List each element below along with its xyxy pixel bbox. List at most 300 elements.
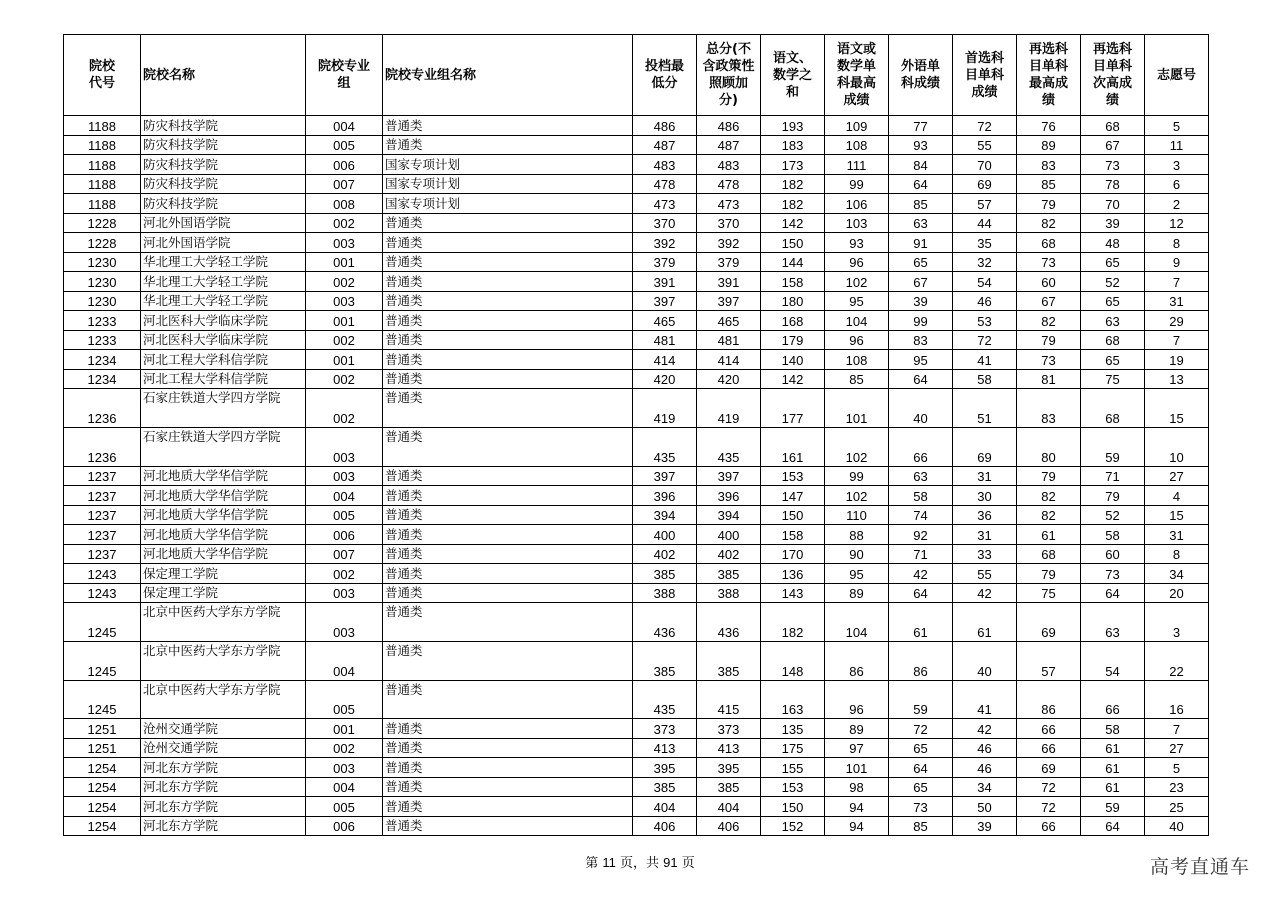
table-row bbox=[64, 213, 1209, 233]
header-label: 志愿号 bbox=[1156, 67, 1196, 83]
cell-school-name: 河北医科大学临床学院 bbox=[141, 330, 306, 350]
table-row bbox=[64, 116, 1209, 136]
cell-foreign-language-score: 65 bbox=[889, 777, 953, 797]
cell-group-name: 普通类 bbox=[383, 603, 633, 642]
cell-first-subject-score: 36 bbox=[953, 505, 1017, 525]
cell-total-score: 419 bbox=[697, 389, 761, 428]
cell-school-name: 北京中医药大学东方学院 bbox=[141, 603, 306, 642]
cell-group-name: 国家专项计划 bbox=[383, 194, 633, 214]
header-label: 院校名称 bbox=[143, 67, 196, 83]
cell-reselect-second-score: 75 bbox=[1081, 369, 1145, 389]
header-label: 语文或数学单科最高成绩 bbox=[836, 42, 876, 108]
cell-reselect-second-score: 78 bbox=[1081, 174, 1145, 194]
cell-preference-number: 22 bbox=[1145, 641, 1209, 680]
cell-total-score: 402 bbox=[697, 544, 761, 564]
cell-first-subject-score: 69 bbox=[953, 427, 1017, 466]
cell-min-score: 385 bbox=[633, 777, 697, 797]
cell-group-code: 001 bbox=[306, 719, 383, 739]
cell-school-code: 1188 bbox=[64, 155, 141, 175]
cell-foreign-language-score: 59 bbox=[889, 680, 953, 719]
cell-first-subject-score: 42 bbox=[953, 719, 1017, 739]
cell-foreign-language-score: 42 bbox=[889, 564, 953, 584]
cell-reselect-second-score: 73 bbox=[1081, 564, 1145, 584]
cell-reselect-max-score: 82 bbox=[1017, 486, 1081, 506]
cell-group-code: 002 bbox=[306, 213, 383, 233]
cell-total-score: 400 bbox=[697, 525, 761, 545]
cell-preference-number: 11 bbox=[1145, 135, 1209, 155]
cell-min-score: 379 bbox=[633, 252, 697, 272]
cell-reselect-max-score: 82 bbox=[1017, 505, 1081, 525]
cell-reselect-second-score: 68 bbox=[1081, 116, 1145, 136]
table-row bbox=[64, 680, 1209, 719]
cell-reselect-second-score: 68 bbox=[1081, 389, 1145, 428]
cell-chinese-math-sum: 142 bbox=[761, 213, 825, 233]
cell-group-name: 普通类 bbox=[383, 505, 633, 525]
cell-reselect-max-score: 66 bbox=[1017, 719, 1081, 739]
cell-reselect-second-score: 64 bbox=[1081, 583, 1145, 603]
cell-chinese-math-max: 85 bbox=[825, 369, 889, 389]
cell-chinese-math-max: 108 bbox=[825, 350, 889, 370]
cell-preference-number: 40 bbox=[1145, 816, 1209, 836]
cell-total-score: 373 bbox=[697, 719, 761, 739]
cell-school-code: 1245 bbox=[64, 680, 141, 719]
cell-school-name: 沧州交通学院 bbox=[141, 738, 306, 758]
cell-school-code: 1254 bbox=[64, 797, 141, 817]
cell-reselect-max-score: 72 bbox=[1017, 797, 1081, 817]
table-body bbox=[64, 116, 1209, 836]
cell-school-code: 1236 bbox=[64, 389, 141, 428]
cell-school-name: 防灾科技学院 bbox=[141, 155, 306, 175]
cell-group-name: 国家专项计划 bbox=[383, 174, 633, 194]
cell-foreign-language-score: 64 bbox=[889, 174, 953, 194]
cell-preference-number: 23 bbox=[1145, 777, 1209, 797]
header-label: 院校专业组 bbox=[317, 59, 370, 91]
cell-group-name: 国家专项计划 bbox=[383, 155, 633, 175]
cell-group-name: 普通类 bbox=[383, 719, 633, 739]
cell-group-code: 004 bbox=[306, 641, 383, 680]
cell-first-subject-score: 70 bbox=[953, 155, 1017, 175]
cell-group-name: 普通类 bbox=[383, 564, 633, 584]
cell-first-subject-score: 35 bbox=[953, 233, 1017, 253]
cell-school-name: 河北地质大学华信学院 bbox=[141, 505, 306, 525]
cell-total-score: 397 bbox=[697, 291, 761, 311]
table-row bbox=[64, 427, 1209, 466]
cell-chinese-math-max: 88 bbox=[825, 525, 889, 545]
table-row bbox=[64, 272, 1209, 292]
cell-school-code: 1230 bbox=[64, 252, 141, 272]
cell-total-score: 414 bbox=[697, 350, 761, 370]
cell-first-subject-score: 34 bbox=[953, 777, 1017, 797]
cell-school-name: 沧州交通学院 bbox=[141, 719, 306, 739]
cell-chinese-math-sum: 150 bbox=[761, 505, 825, 525]
cell-chinese-math-sum: 182 bbox=[761, 174, 825, 194]
cell-reselect-max-score: 79 bbox=[1017, 564, 1081, 584]
cell-min-score: 388 bbox=[633, 583, 697, 603]
cell-foreign-language-score: 67 bbox=[889, 272, 953, 292]
cell-total-score: 395 bbox=[697, 758, 761, 778]
cell-school-code: 1237 bbox=[64, 525, 141, 545]
cell-reselect-max-score: 82 bbox=[1017, 311, 1081, 331]
cell-total-score: 406 bbox=[697, 816, 761, 836]
cell-group-code: 005 bbox=[306, 135, 383, 155]
cell-min-score: 404 bbox=[633, 797, 697, 817]
cell-chinese-math-max: 89 bbox=[825, 583, 889, 603]
cell-preference-number: 31 bbox=[1145, 525, 1209, 545]
cell-school-name: 河北地质大学华信学院 bbox=[141, 466, 306, 486]
table-row bbox=[64, 641, 1209, 680]
cell-school-code: 1245 bbox=[64, 641, 141, 680]
table-row bbox=[64, 719, 1209, 739]
cell-school-code: 1243 bbox=[64, 583, 141, 603]
table-row bbox=[64, 564, 1209, 584]
cell-school-code: 1237 bbox=[64, 544, 141, 564]
cell-group-name: 普通类 bbox=[383, 233, 633, 253]
cell-min-score: 395 bbox=[633, 758, 697, 778]
cell-chinese-math-max: 95 bbox=[825, 564, 889, 584]
cell-reselect-max-score: 89 bbox=[1017, 135, 1081, 155]
cell-chinese-math-sum: 150 bbox=[761, 797, 825, 817]
cell-reselect-max-score: 85 bbox=[1017, 174, 1081, 194]
cell-total-score: 481 bbox=[697, 330, 761, 350]
footer-page-number: 11 bbox=[602, 855, 616, 870]
cell-reselect-max-score: 68 bbox=[1017, 233, 1081, 253]
cell-reselect-max-score: 72 bbox=[1017, 777, 1081, 797]
cell-school-name: 防灾科技学院 bbox=[141, 116, 306, 136]
cell-first-subject-score: 31 bbox=[953, 466, 1017, 486]
cell-chinese-math-sum: 135 bbox=[761, 719, 825, 739]
cell-foreign-language-score: 39 bbox=[889, 291, 953, 311]
cell-total-score: 392 bbox=[697, 233, 761, 253]
cell-chinese-math-sum: 180 bbox=[761, 291, 825, 311]
cell-chinese-math-sum: 147 bbox=[761, 486, 825, 506]
cell-first-subject-score: 39 bbox=[953, 816, 1017, 836]
cell-school-name: 河北东方学院 bbox=[141, 797, 306, 817]
cell-group-code: 002 bbox=[306, 389, 383, 428]
cell-group-name: 普通类 bbox=[383, 330, 633, 350]
cell-chinese-math-sum: 144 bbox=[761, 252, 825, 272]
cell-first-subject-score: 30 bbox=[953, 486, 1017, 506]
cell-reselect-second-score: 48 bbox=[1081, 233, 1145, 253]
cell-school-name: 河北地质大学华信学院 bbox=[141, 544, 306, 564]
cell-school-name: 北京中医药大学东方学院 bbox=[141, 680, 306, 719]
cell-foreign-language-score: 83 bbox=[889, 330, 953, 350]
table-row bbox=[64, 583, 1209, 603]
cell-first-subject-score: 58 bbox=[953, 369, 1017, 389]
cell-foreign-language-score: 85 bbox=[889, 816, 953, 836]
table-row bbox=[64, 311, 1209, 331]
cell-preference-number: 7 bbox=[1145, 272, 1209, 292]
cell-reselect-second-score: 79 bbox=[1081, 486, 1145, 506]
cell-total-score: 483 bbox=[697, 155, 761, 175]
cell-group-code: 004 bbox=[306, 486, 383, 506]
footer-suffix: 页 bbox=[681, 856, 695, 871]
cell-chinese-math-sum: 193 bbox=[761, 116, 825, 136]
header-foreign-language bbox=[889, 35, 953, 116]
header-label: 院校专业组名称 bbox=[385, 67, 477, 83]
cell-school-code: 1233 bbox=[64, 330, 141, 350]
header-min-score bbox=[633, 35, 697, 116]
cell-reselect-second-score: 63 bbox=[1081, 603, 1145, 642]
cell-reselect-second-score: 64 bbox=[1081, 816, 1145, 836]
cell-school-code: 1233 bbox=[64, 311, 141, 331]
watermark-text: 高考直通车 bbox=[1149, 856, 1250, 878]
cell-foreign-language-score: 64 bbox=[889, 758, 953, 778]
header-group-name bbox=[383, 35, 633, 116]
cell-group-name: 普通类 bbox=[383, 116, 633, 136]
cell-group-name: 普通类 bbox=[383, 466, 633, 486]
cell-min-score: 435 bbox=[633, 427, 697, 466]
cell-foreign-language-score: 73 bbox=[889, 797, 953, 817]
cell-total-score: 436 bbox=[697, 603, 761, 642]
cell-chinese-math-sum: 170 bbox=[761, 544, 825, 564]
cell-preference-number: 2 bbox=[1145, 194, 1209, 214]
cell-preference-number: 3 bbox=[1145, 155, 1209, 175]
cell-chinese-math-sum: 153 bbox=[761, 777, 825, 797]
cell-reselect-max-score: 82 bbox=[1017, 213, 1081, 233]
cell-school-name: 防灾科技学院 bbox=[141, 194, 306, 214]
cell-chinese-math-max: 106 bbox=[825, 194, 889, 214]
cell-school-name: 河北外国语学院 bbox=[141, 213, 306, 233]
cell-school-code: 1188 bbox=[64, 116, 141, 136]
cell-group-name: 普通类 bbox=[383, 544, 633, 564]
cell-preference-number: 8 bbox=[1145, 544, 1209, 564]
cell-min-score: 385 bbox=[633, 641, 697, 680]
cell-chinese-math-max: 99 bbox=[825, 174, 889, 194]
cell-reselect-max-score: 79 bbox=[1017, 194, 1081, 214]
cell-min-score: 385 bbox=[633, 564, 697, 584]
cell-chinese-math-sum: 177 bbox=[761, 389, 825, 428]
cell-total-score: 385 bbox=[697, 564, 761, 584]
cell-foreign-language-score: 40 bbox=[889, 389, 953, 428]
cell-school-name: 保定理工学院 bbox=[141, 564, 306, 584]
cell-reselect-second-score: 65 bbox=[1081, 291, 1145, 311]
cell-foreign-language-score: 63 bbox=[889, 213, 953, 233]
cell-chinese-math-max: 101 bbox=[825, 758, 889, 778]
cell-foreign-language-score: 64 bbox=[889, 583, 953, 603]
cell-min-score: 420 bbox=[633, 369, 697, 389]
cell-first-subject-score: 72 bbox=[953, 116, 1017, 136]
cell-first-subject-score: 40 bbox=[953, 641, 1017, 680]
cell-foreign-language-score: 91 bbox=[889, 233, 953, 253]
cell-school-code: 1237 bbox=[64, 505, 141, 525]
cell-min-score: 373 bbox=[633, 719, 697, 739]
cell-reselect-second-score: 67 bbox=[1081, 135, 1145, 155]
cell-school-code: 1188 bbox=[64, 174, 141, 194]
cell-reselect-second-score: 63 bbox=[1081, 311, 1145, 331]
cell-group-code: 001 bbox=[306, 311, 383, 331]
cell-chinese-math-max: 102 bbox=[825, 427, 889, 466]
cell-group-name: 普通类 bbox=[383, 213, 633, 233]
cell-first-subject-score: 46 bbox=[953, 758, 1017, 778]
cell-school-name: 华北理工大学轻工学院 bbox=[141, 252, 306, 272]
header-school-code bbox=[64, 35, 141, 116]
header-label: 语文、数学之和 bbox=[772, 50, 812, 100]
page-footer bbox=[0, 852, 1280, 871]
cell-school-name: 河北工程大学科信学院 bbox=[141, 350, 306, 370]
cell-reselect-max-score: 80 bbox=[1017, 427, 1081, 466]
cell-school-code: 1188 bbox=[64, 135, 141, 155]
table-row bbox=[64, 369, 1209, 389]
cell-school-code: 1228 bbox=[64, 213, 141, 233]
cell-preference-number: 8 bbox=[1145, 233, 1209, 253]
cell-school-code: 1234 bbox=[64, 369, 141, 389]
cell-first-subject-score: 72 bbox=[953, 330, 1017, 350]
cell-school-name: 防灾科技学院 bbox=[141, 135, 306, 155]
cell-group-name: 普通类 bbox=[383, 680, 633, 719]
cell-reselect-second-score: 65 bbox=[1081, 252, 1145, 272]
cell-group-code: 003 bbox=[306, 603, 383, 642]
cell-first-subject-score: 54 bbox=[953, 272, 1017, 292]
table-row bbox=[64, 777, 1209, 797]
admission-score-table bbox=[63, 34, 1209, 836]
table-row bbox=[64, 758, 1209, 778]
cell-school-code: 1251 bbox=[64, 738, 141, 758]
cell-preference-number: 15 bbox=[1145, 505, 1209, 525]
table-row bbox=[64, 350, 1209, 370]
cell-group-name: 普通类 bbox=[383, 252, 633, 272]
cell-preference-number: 16 bbox=[1145, 680, 1209, 719]
cell-first-subject-score: 51 bbox=[953, 389, 1017, 428]
cell-preference-number: 25 bbox=[1145, 797, 1209, 817]
cell-group-code: 006 bbox=[306, 155, 383, 175]
cell-foreign-language-score: 85 bbox=[889, 194, 953, 214]
cell-preference-number: 7 bbox=[1145, 330, 1209, 350]
cell-preference-number: 10 bbox=[1145, 427, 1209, 466]
cell-chinese-math-max: 108 bbox=[825, 135, 889, 155]
table-row bbox=[64, 486, 1209, 506]
cell-school-name: 北京中医药大学东方学院 bbox=[141, 641, 306, 680]
cell-chinese-math-sum: 183 bbox=[761, 135, 825, 155]
cell-chinese-math-max: 102 bbox=[825, 486, 889, 506]
cell-chinese-math-sum: 155 bbox=[761, 758, 825, 778]
cell-first-subject-score: 46 bbox=[953, 738, 1017, 758]
cell-preference-number: 4 bbox=[1145, 486, 1209, 506]
cell-chinese-math-max: 90 bbox=[825, 544, 889, 564]
table-row bbox=[64, 135, 1209, 155]
cell-reselect-max-score: 69 bbox=[1017, 758, 1081, 778]
cell-min-score: 481 bbox=[633, 330, 697, 350]
cell-chinese-math-max: 96 bbox=[825, 252, 889, 272]
cell-total-score: 465 bbox=[697, 311, 761, 331]
cell-total-score: 379 bbox=[697, 252, 761, 272]
cell-school-code: 1237 bbox=[64, 486, 141, 506]
cell-preference-number: 3 bbox=[1145, 603, 1209, 642]
cell-preference-number: 19 bbox=[1145, 350, 1209, 370]
header-reselect-max bbox=[1017, 35, 1081, 116]
cell-group-code: 005 bbox=[306, 505, 383, 525]
cell-school-name: 河北东方学院 bbox=[141, 816, 306, 836]
table-row bbox=[64, 291, 1209, 311]
cell-foreign-language-score: 63 bbox=[889, 466, 953, 486]
cell-total-score: 385 bbox=[697, 777, 761, 797]
cell-group-code: 002 bbox=[306, 564, 383, 584]
cell-reselect-max-score: 81 bbox=[1017, 369, 1081, 389]
cell-group-name: 普通类 bbox=[383, 797, 633, 817]
cell-foreign-language-score: 92 bbox=[889, 525, 953, 545]
cell-chinese-math-sum: 168 bbox=[761, 311, 825, 331]
cell-school-name: 河北地质大学华信学院 bbox=[141, 525, 306, 545]
cell-chinese-math-sum: 158 bbox=[761, 525, 825, 545]
cell-group-name: 普通类 bbox=[383, 135, 633, 155]
cell-reselect-max-score: 76 bbox=[1017, 116, 1081, 136]
cell-group-code: 006 bbox=[306, 816, 383, 836]
cell-chinese-math-max: 110 bbox=[825, 505, 889, 525]
cell-foreign-language-score: 74 bbox=[889, 505, 953, 525]
cell-school-code: 1254 bbox=[64, 816, 141, 836]
cell-reselect-max-score: 75 bbox=[1017, 583, 1081, 603]
cell-first-subject-score: 33 bbox=[953, 544, 1017, 564]
cell-min-score: 406 bbox=[633, 816, 697, 836]
cell-preference-number: 13 bbox=[1145, 369, 1209, 389]
cell-reselect-second-score: 58 bbox=[1081, 525, 1145, 545]
cell-school-code: 1245 bbox=[64, 603, 141, 642]
table-row bbox=[64, 525, 1209, 545]
cell-school-name: 石家庄铁道大学四方学院 bbox=[141, 427, 306, 466]
cell-preference-number: 34 bbox=[1145, 564, 1209, 584]
header-label: 再选科目单科次高成绩 bbox=[1092, 42, 1132, 108]
cell-chinese-math-sum: 182 bbox=[761, 603, 825, 642]
cell-reselect-second-score: 59 bbox=[1081, 797, 1145, 817]
cell-total-score: 435 bbox=[697, 427, 761, 466]
table-row bbox=[64, 194, 1209, 214]
table-row bbox=[64, 544, 1209, 564]
cell-school-code: 1228 bbox=[64, 233, 141, 253]
cell-reselect-second-score: 61 bbox=[1081, 758, 1145, 778]
cell-reselect-second-score: 73 bbox=[1081, 155, 1145, 175]
cell-foreign-language-score: 84 bbox=[889, 155, 953, 175]
cell-reselect-max-score: 68 bbox=[1017, 544, 1081, 564]
cell-reselect-second-score: 39 bbox=[1081, 213, 1145, 233]
cell-preference-number: 31 bbox=[1145, 291, 1209, 311]
cell-preference-number: 15 bbox=[1145, 389, 1209, 428]
header-group-code bbox=[306, 35, 383, 116]
header-school-name bbox=[141, 35, 306, 116]
cell-reselect-second-score: 59 bbox=[1081, 427, 1145, 466]
cell-min-score: 473 bbox=[633, 194, 697, 214]
table-row bbox=[64, 330, 1209, 350]
cell-school-code: 1236 bbox=[64, 427, 141, 466]
cell-group-code: 002 bbox=[306, 272, 383, 292]
cell-min-score: 483 bbox=[633, 155, 697, 175]
cell-foreign-language-score: 66 bbox=[889, 427, 953, 466]
cell-school-name: 华北理工大学轻工学院 bbox=[141, 272, 306, 292]
cell-first-subject-score: 69 bbox=[953, 174, 1017, 194]
header-label: 外语单科成绩 bbox=[900, 59, 940, 91]
cell-chinese-math-max: 109 bbox=[825, 116, 889, 136]
table-row bbox=[64, 816, 1209, 836]
cell-school-code: 1230 bbox=[64, 272, 141, 292]
cell-min-score: 487 bbox=[633, 135, 697, 155]
cell-school-code: 1254 bbox=[64, 777, 141, 797]
cell-school-name: 河北东方学院 bbox=[141, 777, 306, 797]
footer-middle: 页，共 bbox=[620, 856, 660, 871]
cell-foreign-language-score: 77 bbox=[889, 116, 953, 136]
header-reselect-second bbox=[1081, 35, 1145, 116]
cell-chinese-math-sum: 153 bbox=[761, 466, 825, 486]
footer-prefix: 第 bbox=[585, 856, 599, 871]
cell-chinese-math-sum: 179 bbox=[761, 330, 825, 350]
table-row bbox=[64, 389, 1209, 428]
cell-min-score: 394 bbox=[633, 505, 697, 525]
cell-min-score: 413 bbox=[633, 738, 697, 758]
cell-total-score: 388 bbox=[697, 583, 761, 603]
cell-first-subject-score: 50 bbox=[953, 797, 1017, 817]
cell-school-name: 防灾科技学院 bbox=[141, 174, 306, 194]
cell-reselect-max-score: 73 bbox=[1017, 350, 1081, 370]
cell-preference-number: 5 bbox=[1145, 758, 1209, 778]
cell-chinese-math-max: 101 bbox=[825, 389, 889, 428]
cell-preference-number: 5 bbox=[1145, 116, 1209, 136]
